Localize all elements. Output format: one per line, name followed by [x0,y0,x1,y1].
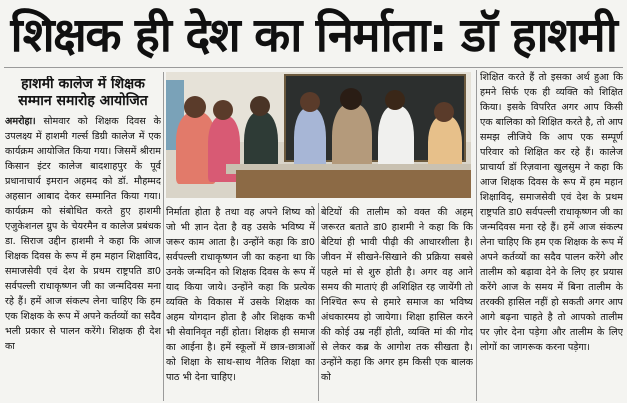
photo-head-7 [434,102,454,122]
photo-head-5 [340,88,362,110]
column-4-text: शिक्षित करते हैं तो इसका अर्थ हुआ कि हमने सिर्फ एक ही व्यक्ति को शिक्षित किया। इसके विपरित अगर आप किसी एक बालिका को शिक्षित करते है, तो आप समझ लीजिये कि आप एक सम्पूर्ण परिवार को शिक्षित कर रहे हैं। कालेज प्राचार्या डॉ रिज़वाना खुलसुम ने कहा कि आज शिक्षक दिवस के रूप में हम महान शिक्षाविद्, समाजसेवी एवं देश के प्रथम राष्ट्रपति डा0 सर्वपल्ली राधाकृष्णन जी का जन्मदिवस मना रहे हैं। हमें आज संकल्प लेना चाहिए कि हम एक शिक्षक के रूप में अपने कर्तव्यों का सदैव पालन करेंगे और तालीम को बढ़ावा देने के लिए हर प्रयास करेंगे आज के समय में बिना तालीम के तरक्की हासिल नहीं हो सकती अगर आप आगे बढ़ना चाहते है तो आपको तालीम पर ज़ोर देना पड़ेगा और तालीम के लिए लोगों का जागरूक करना पड़ेगा। [480,72,623,353]
column-3-text: बेटियों की तालीम को वक्त की अहम् जरूरत बताते डा0 हाशमी ने कहा कि कि बेटियां ही भावी पीढ़ी की आधारशीला है। जीवन में सीखने-सिखाने की प्रक्रिया सबसे पहले मां से शुरु होती है। अगर वह आने समय की माताएं ही अशिक्षित रह जायेंगी तो निश्चित रूप से हमारे समाज का भविष्य अंधकारमय हो जायेगा। शिक्षा हासिल करने की कोई उम्र नहीं होती, व्यक्ति मां की गोद से लेकर कब्र के आगोश तक सीखता है। उन्होंने कहा कि अगर हम किसी एक बालक को [321,207,473,383]
dateline: अमरोहा। [5,116,36,127]
column-2-text: निर्माता होता है तथा वह अपने शिष्य को जो भी ज्ञान देता है वह उसके भविष्य में जरूर काम आता है। उन्होंने कहा कि डा0 सर्वपल्ली राधाकृष्णन जी का कहना था कि उनके जन्मदिन को शिक्षक दिवस के रूप में याद किया जाये। उन्होंने कहा कि प्रत्येक व्यक्ति के विकास में उसके शिक्षक का अहम योगदान होता है और शिक्षक कभी भी सेवानिवृत नहीं होता। शिक्षक ही समाज का आईना है। हमें स्कूलों में छात्र-छात्राओं को शिक्षा के साथ-साथ नैतिक शिक्षा का पाठ भी देना चाहिए। [166,207,315,383]
article-subhead: हाशमी कालेज में शिक्षक सम्मान समारोह आयोजित [18,76,148,109]
news-photo [166,72,471,198]
column-divider-3 [476,70,477,401]
column-1-body [5,114,161,354]
photo-head-4 [300,92,320,112]
column-1-text: सोमवार को शिक्षक दिवस के उपलक्ष्य में हाशमी गर्ल्स डिग्री कालेज में एक कार्यक्रम आयोजित किया गया। जिसमें श्रीराम किसान इंटर कालेज बादशाहपुर के पूर्व प्रधानाचार्य इमरान अहमद को डॉ. मौहम्मद अहसान आबाद देकर सम्मानित किया गया। कार्यक्रम को संबोधित करते हुए हाशमी एजुकेशनल ग्रुप के चेयरमैन व कालेज प्रबंधक डा. सिराज उद्दीन हाशमी ने कहा कि आज शिक्षक दिवस के रूप में हम महान शिक्षाविद, समाजसेवी एवं देश के प्रथम राष्ट्रपति डा0 सर्वपल्ली राधाकृष्णन जी का जन्मदिवस मना रहे हैं। हमें आज संकल्प लेना चाहिए कि हम एक शिक्षक के रूप में अपने कर्तव्यों का सदैव भली प्रकार से पालन करेंगे। शिक्षक ही देश का [5,116,161,352]
photo-head-1 [184,96,206,118]
photo-table [236,170,471,198]
article-column-2 [166,205,315,401]
column-divider-1 [163,72,164,401]
photo-head-3 [250,96,270,116]
article-column-1 [5,76,161,401]
article-column-3 [321,205,473,401]
article-column-4 [480,70,623,401]
photo-head-6 [385,90,405,110]
photo-head-2 [213,100,233,120]
headline-rule [4,67,623,68]
headline: शिक्षक ही देश का निर्माता: डॉ हाशमी [10,8,617,63]
column-divider-2 [318,203,319,401]
